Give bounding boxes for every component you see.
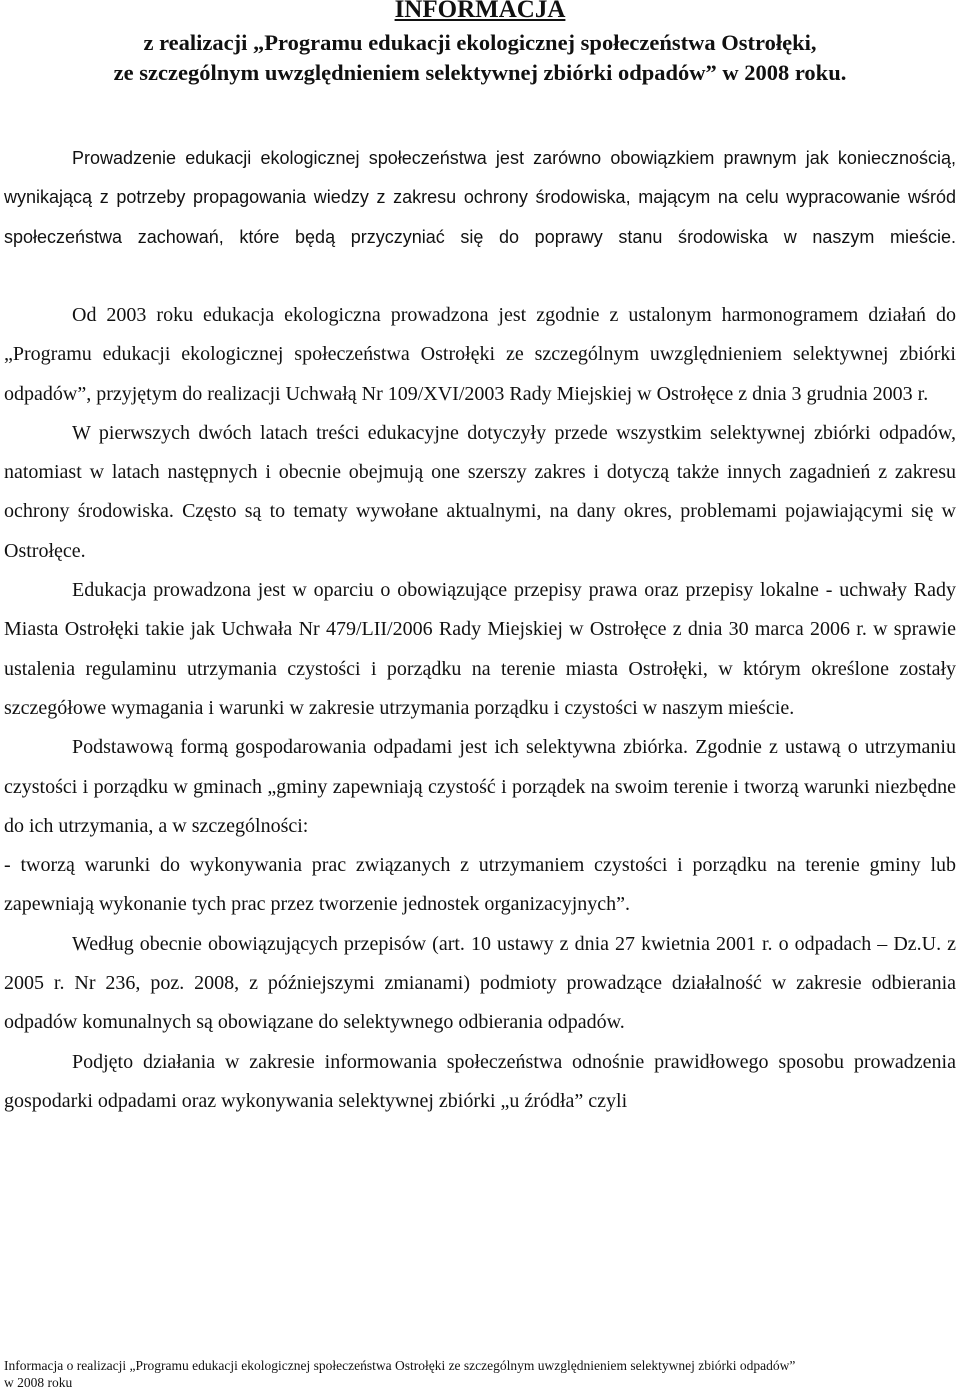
- paragraph-selective-collection: Podstawową formą gospodarowania odpadami jest ich selektywna zbiórka. Zgodnie z ustawą o utrzymaniu czystości i porządku w gminach „gminy zapewniają czystość i porządek na swoim terenie i tworzą warunki niezbędne do ich utrzymania, a w szczególności:: [4, 736, 956, 837]
- document-subtitle: [0, 28, 960, 88]
- paragraph-information-actions: Podjęto działania w zakresie informowania społeczeństwa odnośnie prawidłowego sposobu prowadzenia gospodarki odpadami oraz wykonywania selektywnej zbiórki „u źródła” czyli: [4, 1050, 956, 1112]
- paragraph-education-topics: W pierwszych dwóch latach treści edukacyjne dotyczyły przede wszystkim selektywnej zbiórki odpadów, natomiast w latach następnych i obecnie obejmują one szerszy zakres i dotyczą także innych zagadnień z zakresu ochrony środowiska. Często są to tematy wywołane aktualnymi, na dany okres, problemami pojawiającymi się w Ostrołęce.: [4, 421, 956, 562]
- subtitle-line-1: z realizacji „Programu edukacji ekologicznej społeczeństwa Ostrołęki,: [143, 30, 817, 55]
- paragraph-legal-basis: Edukacja prowadzona jest w oparciu o obowiązujące przepisy prawa oraz przepisy lokalne - uchwały Rady Miasta Ostrołęki takie jak Uchwała Nr 479/LII/2006 Rady Miejskiej w Ostrołęce z dnia 30 marca 2006 r. w sprawie ustalenia regulaminu utrzymania czystości i porządku na terenie miasta Ostrołęki, w którym określone zostały szczegółowe wymagania i warunki w zakresie utrzymania porządku i czystości w naszym mieście.: [4, 579, 956, 719]
- paragraph-intro: Prowadzenie edukacji ekologicznej społeczeństwa jest zarówno obowiązkiem prawnym jak koniecznością, wynikającą z potrzeby propagowania wiedzy z zakresu ochrony środowiska, mającym na celu wypracowanie wśród społeczeństwa zachowań, które będą przyczyniać się do poprawy stanu środowiska w naszym mieście.: [4, 148, 956, 247]
- document-body: [4, 296, 956, 1121]
- footer-line-2: w 2008 roku: [4, 1375, 73, 1390]
- footer-line-1: Informacja o realizacji „Programu edukacji ekologicznej społeczeństwa Ostrołęki ze szczególnym uwzględnieniem selektywnej zbiórki odpadów”: [4, 1358, 796, 1373]
- subtitle-line-2: ze szczególnym uwzględnieniem selektywnej zbiórki odpadów” w 2008 roku.: [113, 60, 847, 85]
- paragraph-program-history: Od 2003 roku edukacja ekologiczna prowadzona jest zgodnie z ustalonym harmonogramem działań do „Programu edukacji ekologicznej społeczeństwa Ostrołęki ze szczególnym uwzględnieniem selektywnej zbiórki odpadów”, przyjętym do realizacji Uchwałą Nr 109/XVI/2003 Rady Miejskiej w Ostrołęce z dnia 3 grudnia 2003 r.: [4, 304, 956, 405]
- document-title: INFORMACJA: [394, 0, 566, 23]
- page-footer: [4, 1357, 956, 1391]
- paragraph-dash-item: - tworzą warunki do wykonywania prac związanych z utrzymaniem czystości i porządku na terenie gminy lub zapewniają wykonanie tych prac przez tworzenie jednostek organizacyjnych”.: [4, 854, 956, 916]
- paragraph-waste-law: Według obecnie obowiązujących przepisów (art. 10 ustawy z dnia 27 kwietnia 2001 r. o odpadach – Dz.U. z 2005 r. Nr 236, poz. 2008, z późniejszymi zmianami) podmioty prowadzące działalność w zakresie odbierania odpadów komunalnych są obowiązane do selektywnego odbierania odpadów.: [4, 932, 956, 1034]
